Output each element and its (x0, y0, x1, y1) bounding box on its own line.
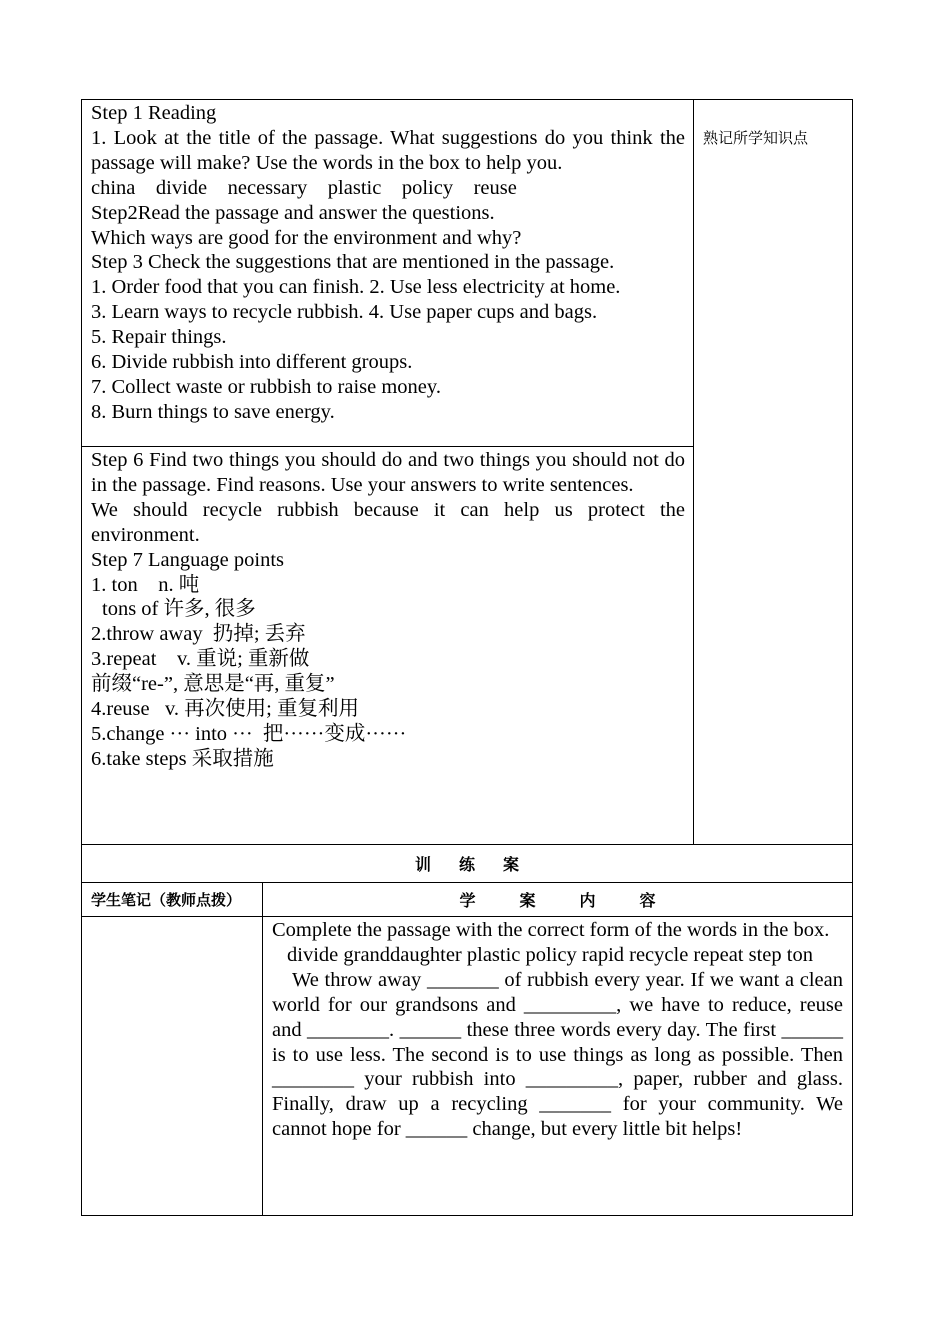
language-point: tons of 许多, 很多 (102, 598, 256, 621)
header-char: 学 (459, 891, 476, 910)
exercise-word-box: divide granddaughter plastic policy rapid recycle repeat step ton (287, 943, 813, 966)
language-point: 2.throw away 扔掉; 丢弃 (91, 623, 306, 646)
step1-question: 1. Look at the title of the passage. What suggestions do you think the passage will make? Use the words in the box to help you. (91, 126, 685, 174)
step2-question: Which ways are good for the environment and why? (91, 226, 522, 249)
worksheet (81, 99, 852, 1216)
exercise-instruction: Complete the passage with the correct form of the words in the box. (272, 919, 830, 941)
step6-example: We should recycle rubbish because it can help us protect the environment. (91, 498, 685, 546)
language-point: 前缀“re-”, 意思是“再, 重复” (91, 673, 335, 696)
suggestion-line: 5. Repair things. (91, 326, 227, 349)
header-char: 案 (519, 891, 536, 910)
reading-cell (82, 100, 694, 447)
student-notes-header: 学生笔记（教师点拨） (82, 883, 263, 917)
language-point: 5.change ··· into ··· 把······变成······ (91, 722, 407, 745)
step2-heading: Step2Read the passage and answer the questions. (91, 201, 495, 224)
suggestion-line: 1. Order food that you can finish. 2. Use less electricity at home. (91, 276, 621, 299)
header-char: 容 (639, 891, 656, 910)
title-char: 案 (503, 855, 520, 874)
step3-heading: Step 3 Check the suggestions that are mentioned in the passage. (91, 251, 615, 274)
language-point: 4.reuse v. 再次使用; 重复利用 (91, 698, 359, 721)
reading-row (82, 100, 853, 447)
step1-heading: Step 1 Reading (91, 102, 217, 124)
training-title-row (82, 845, 853, 883)
training-title (82, 845, 853, 883)
header-char: 内 (579, 891, 596, 910)
side-note-cell (694, 100, 853, 845)
word-box-line: china divide necessary plastic policy reuse (91, 176, 517, 199)
student-notes-cell (82, 917, 263, 1216)
exercise-row (82, 917, 853, 1216)
language-cell (82, 447, 694, 845)
content-header (263, 883, 853, 917)
language-point: 1. ton n. 吨 (91, 573, 200, 596)
lesson-table (81, 99, 853, 1216)
suggestion-line: 8. Burn things to save energy. (91, 400, 335, 423)
language-point: 6.take steps 采取措施 (91, 747, 274, 770)
step7-heading: Step 7 Language points (91, 548, 285, 571)
title-char: 训 (414, 855, 431, 874)
suggestion-line: 7. Collect waste or rubbish to raise money. (91, 375, 441, 398)
header-row (82, 883, 853, 917)
exercise-cell (263, 917, 853, 1216)
suggestion-line: 6. Divide rubbish into different groups. (91, 351, 413, 374)
suggestion-line: 3. Learn ways to recycle rubbish. 4. Use paper cups and bags. (91, 301, 598, 324)
title-char: 练 (458, 855, 475, 874)
exercise-passage: We throw away _______ of rubbish every year. If we want a clean world for our grandsons and _________, we have to reduce, reuse and ________. ______ these three words every day. The first ______ is to use less. The second is to use things as long as possible. Then ________ your rubbish into _________, paper, rubber and glass. Finally, draw up a recycling _______ for your community. We cannot hope for ______ change, but every little bit helps! (272, 968, 843, 1141)
step6-instruction: Step 6 Find two things you should do and two things you should not do in the passage. Find reasons. Use your answers to write sentences. (91, 449, 685, 496)
language-point: 3.repeat v. 重说; 重新做 (91, 648, 310, 671)
side-note: 熟记所学知识点 (703, 129, 809, 147)
